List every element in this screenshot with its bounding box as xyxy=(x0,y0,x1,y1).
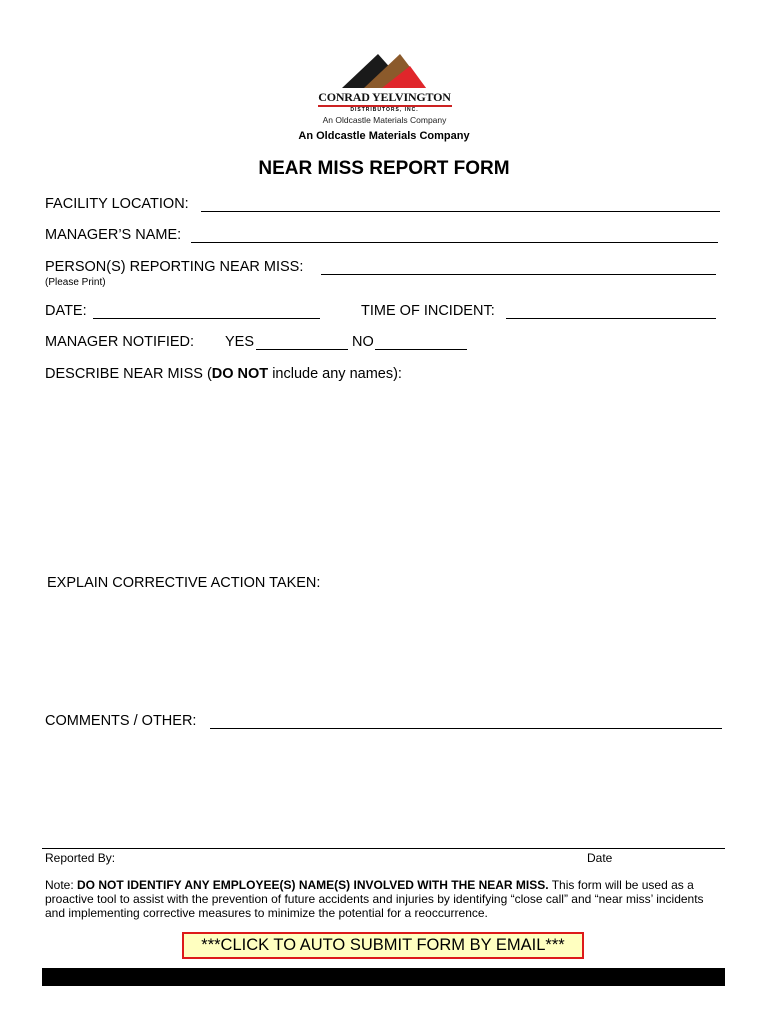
persons-reporting-label: PERSON(S) REPORTING NEAR MISS: xyxy=(45,259,304,275)
manager-notified-label: MANAGER NOTIFIED: xyxy=(45,334,195,350)
comments-other-label: COMMENTS / OTHER: xyxy=(45,713,197,729)
signature-rule xyxy=(42,848,725,849)
managers-name-label: MANAGER’S NAME: xyxy=(45,227,182,243)
form-title: NEAR MISS REPORT FORM xyxy=(258,158,510,179)
company-logo xyxy=(312,52,457,128)
yes-option-field[interactable] xyxy=(256,349,348,350)
note-text: This form will be used as a proactive tool to assist with the prevention of future accidents and injuries by identifying “close call” and “near miss’ incidents and implementing corrective measures to minimize the potential for a reoccurrence. xyxy=(45,878,704,920)
yes-option-label: YES xyxy=(225,334,255,350)
persons-reporting-field[interactable] xyxy=(321,274,716,275)
confidentiality-note xyxy=(45,878,725,920)
comments-other-field[interactable] xyxy=(210,728,722,729)
managers-name-field[interactable] xyxy=(191,242,718,243)
logo-distributors: DISTRIBUTORS, INC. xyxy=(350,107,419,113)
describe-near-miss-area[interactable] xyxy=(45,388,725,568)
describe-near-miss-label xyxy=(45,366,402,382)
footer-bar xyxy=(42,968,725,986)
describe-suffix: include any names): xyxy=(268,366,402,382)
describe-prefix: DESCRIBE NEAR MISS ( xyxy=(45,366,212,382)
company-line: An Oldcastle Materials Company xyxy=(298,130,470,142)
time-of-incident-label: TIME OF INCIDENT: xyxy=(361,303,495,319)
reported-by-label: Reported By: xyxy=(45,851,116,865)
corrective-action-label: EXPLAIN CORRECTIVE ACTION TAKEN: xyxy=(47,575,321,591)
signature-date-label: Date xyxy=(587,851,613,865)
date-field[interactable] xyxy=(93,318,320,319)
facility-location-label: FACILITY LOCATION: xyxy=(45,196,189,212)
note-bold: DO NOT IDENTIFY ANY EMPLOYEE(S) NAME(S) INVOLVED WITH THE NEAR MISS. xyxy=(77,878,549,892)
please-print-hint: (Please Print) xyxy=(45,277,106,288)
auto-submit-email-button[interactable]: ***CLICK TO AUTO SUBMIT FORM BY EMAIL*** xyxy=(182,932,584,959)
no-option-field[interactable] xyxy=(375,349,467,350)
note-prefix: Note: xyxy=(45,878,78,892)
no-option-label: NO xyxy=(352,334,374,350)
mountain-logo-icon xyxy=(342,52,427,90)
logo-company-name: CONRAD YELVINGTON xyxy=(318,90,451,104)
time-of-incident-field[interactable] xyxy=(506,318,716,319)
describe-do-not: DO NOT xyxy=(211,366,269,382)
logo-tagline: An Oldcastle Materials Company xyxy=(322,115,447,125)
corrective-action-area[interactable] xyxy=(45,597,725,707)
facility-location-field[interactable] xyxy=(201,211,720,212)
date-label: DATE: xyxy=(45,303,87,319)
